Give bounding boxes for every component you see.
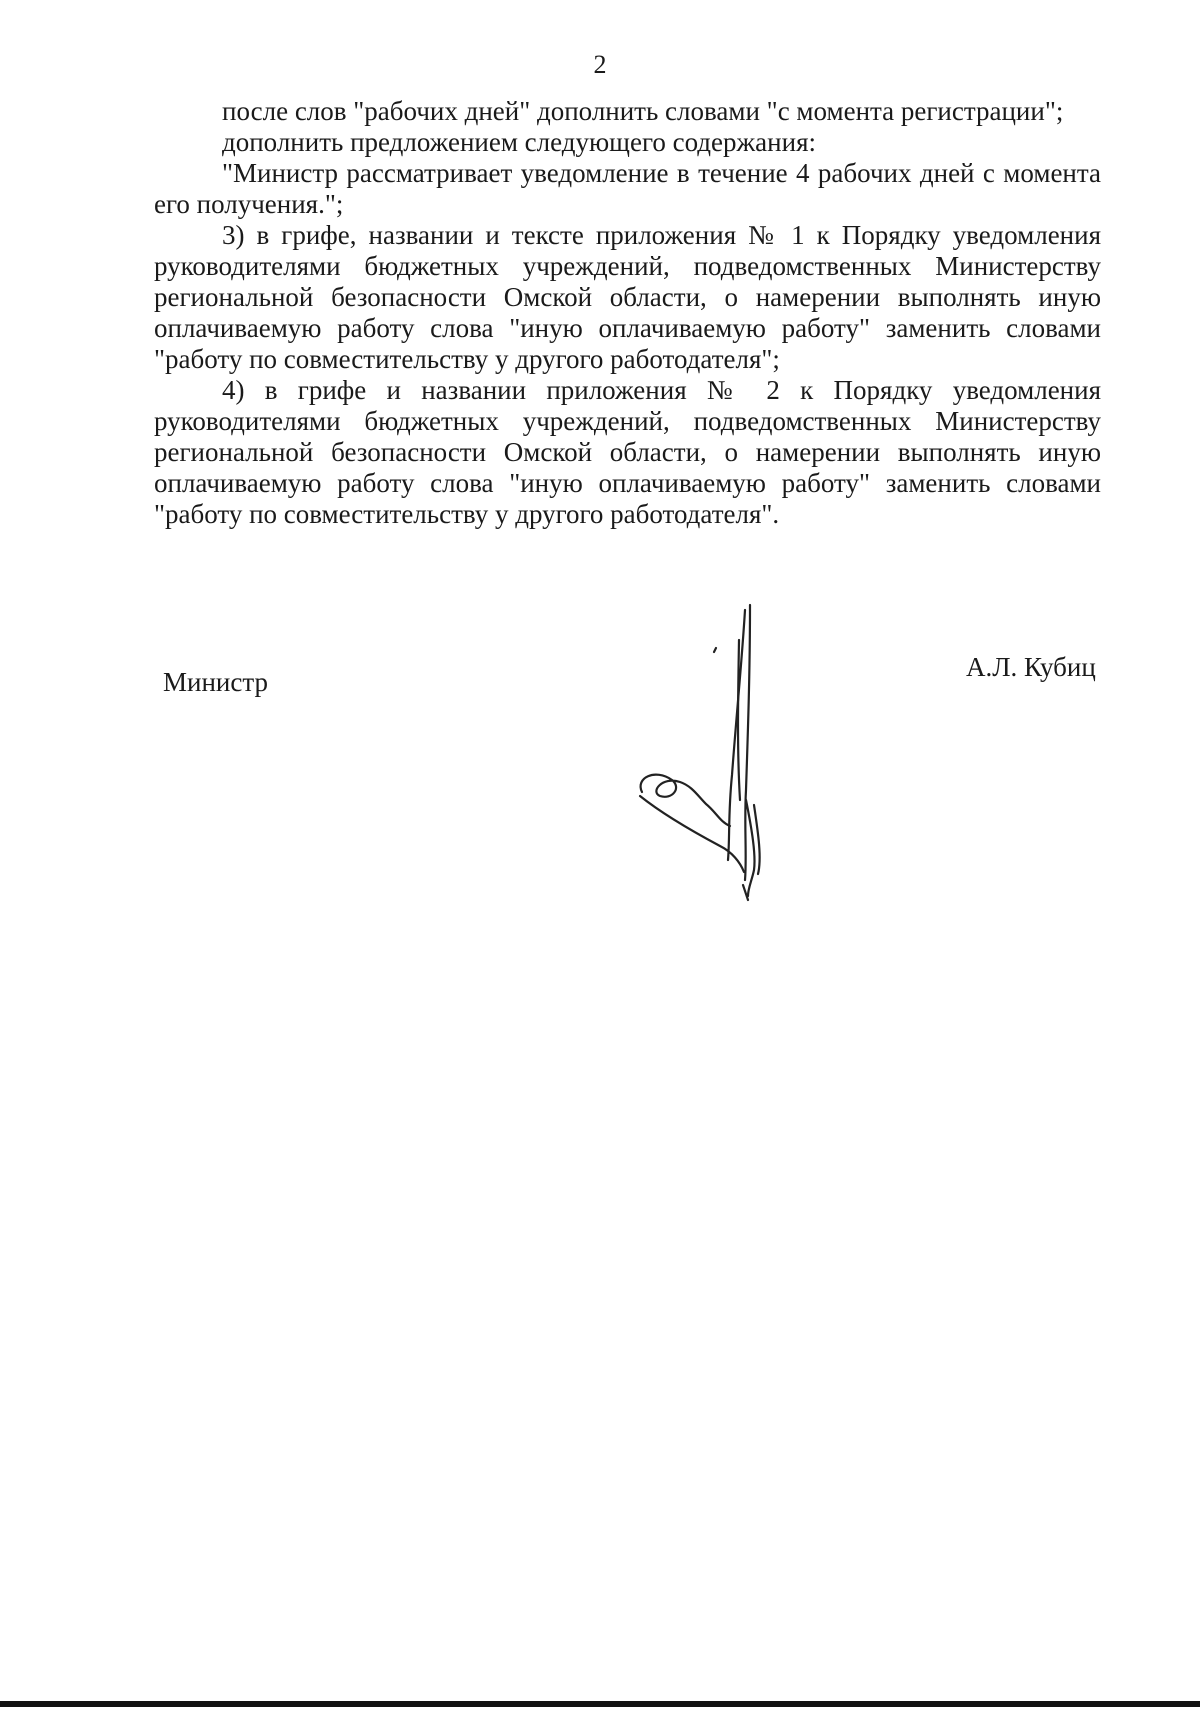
handwritten-signature <box>620 600 780 940</box>
page-number: 2 <box>593 50 607 79</box>
paragraph-3: "Министр рассматривает уведомление в течение 4 рабочих дней с момента его получения."; <box>154 158 1101 219</box>
paragraph-1: после слов "рабочих дней" дополнить словами "с момента регистрации"; <box>222 96 1064 126</box>
paragraph-item-3: 3) в грифе, названии и тексте приложения № 1 к Порядку уведомления руководителями бюджетных учреждений, подведомственных Министерству региональной безопасности Омской области, о намерении выполнять иную оплачиваемую работу слова "иную оплачиваемую работу" заменить словами "работу по совместительству у другого работодателя"; <box>154 220 1101 374</box>
signer-name: А.Л. Кубиц <box>966 652 1096 682</box>
document-body <box>154 96 1101 530</box>
signer-position: Министр <box>163 667 268 697</box>
paragraph-2: дополнить предложением следующего содержания: <box>222 127 816 157</box>
paragraph-item-4: 4) в грифе и названии приложения № 2 к Порядку уведомления руководителями бюджетных учреждений, подведомственных Министерству региональной безопасности Омской области, о намерении выполнять иную оплачиваемую работу слова "иную оплачиваемую работу" заменить словами "работу по совместительству у другого работодателя". <box>154 375 1101 529</box>
bottom-border-line <box>0 1701 1200 1707</box>
